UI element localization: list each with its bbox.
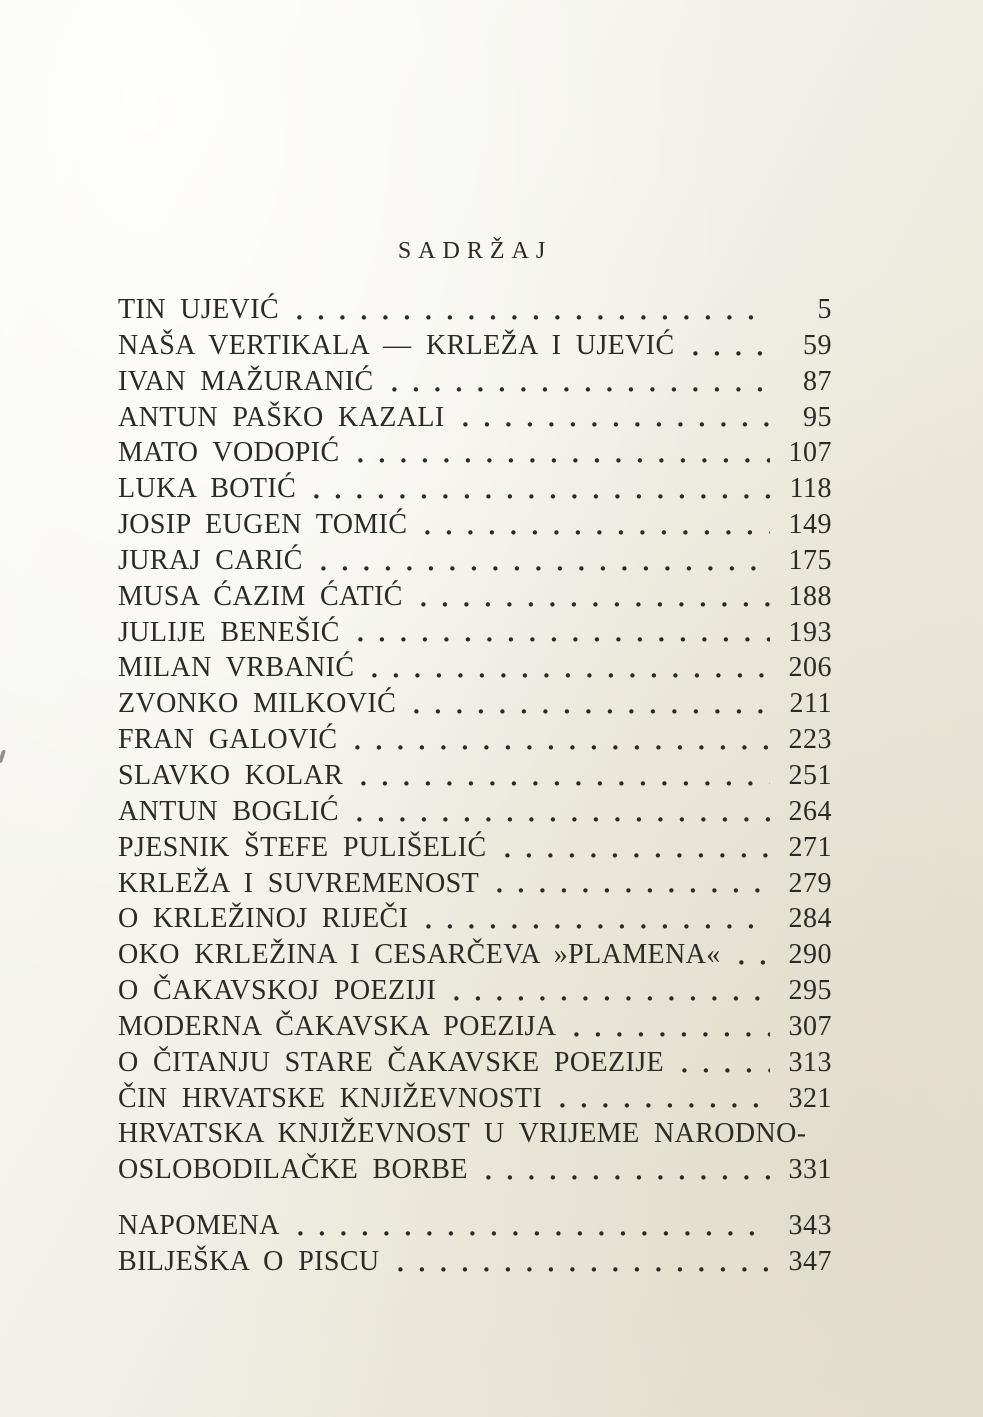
toc-entry [118, 686, 832, 722]
toc-entry-label: ČIN HRVATSKE KNJIŽEVNOSTI [118, 1082, 543, 1114]
dot-leader [421, 507, 770, 543]
toc-entry-page-number: 5 [817, 294, 832, 325]
dot-leader [422, 901, 770, 937]
toc-entry-label: O ČAKAVSKOJ POEZIJI [118, 975, 437, 1007]
toc-entry-page-number: 279 [788, 867, 832, 899]
toc-entry [118, 758, 832, 794]
dot-leader [689, 328, 770, 364]
toc-entry [118, 1081, 832, 1117]
toc-entry-label: ANTUN BOGLIĆ [118, 795, 340, 827]
toc-entry [118, 1208, 832, 1244]
toc-entry-page-number: 321 [788, 1082, 832, 1114]
dot-leader [354, 435, 770, 471]
toc-entry [118, 901, 832, 937]
toc-entry-page-number: 290 [788, 939, 832, 971]
dot-leader [388, 364, 770, 400]
dot-leader [450, 973, 770, 1009]
toc-entry-label: MODERNA ČAKAVSKA POEZIJA [118, 1010, 557, 1042]
toc-entry [118, 471, 832, 507]
dot-leader [417, 579, 770, 615]
toc-entry [118, 937, 832, 973]
toc-entry [118, 1116, 832, 1152]
toc-entry [118, 328, 832, 364]
toc-entry [118, 400, 832, 436]
toc-entry-label: OSLOBODILAČKE BORBE [118, 1154, 468, 1186]
dot-leader [353, 794, 770, 830]
toc-entry-page-number: 175 [788, 544, 832, 576]
toc-entry-label: FRAN GALOVIĆ [118, 724, 338, 756]
toc-entry [118, 722, 832, 758]
toc-entry-label: NAPOMENA [118, 1210, 280, 1242]
dot-leader [294, 1208, 770, 1244]
toc-entry [118, 579, 832, 615]
toc-entry [118, 1009, 832, 1045]
toc-entry [118, 543, 832, 579]
toc-entry-page-number: 211 [789, 688, 832, 720]
scan-artifact [0, 750, 6, 763]
dot-leader [410, 686, 770, 722]
dot-leader [556, 1081, 770, 1117]
toc-entry-page-number: 87 [803, 365, 832, 397]
toc-entry-label: LUKA BOTIĆ [118, 473, 297, 505]
toc-entry-page-number: 193 [788, 616, 832, 648]
toc-entry-page-number: 251 [788, 759, 832, 791]
toc-entry-page-number: 118 [789, 473, 832, 505]
toc-entry [118, 1045, 832, 1081]
dot-leader [351, 722, 770, 758]
toc-entry-page-number: 223 [788, 724, 832, 756]
dot-leader [493, 866, 770, 902]
toc-entry [118, 1152, 832, 1188]
toc-entry-page-number: 149 [788, 509, 832, 541]
toc-entry-label: ANTUN PAŠKO KAZALI [118, 401, 445, 433]
toc-entry-label: TIN UJEVIĆ [118, 294, 280, 325]
toc-entry-label: KRLEŽA I SUVREMENOST [118, 867, 480, 899]
dot-leader [394, 1244, 770, 1280]
toc-entry [118, 1244, 832, 1280]
toc-entry-label: JOSIP EUGEN TOMIĆ [118, 509, 408, 541]
dot-leader [317, 543, 770, 579]
toc-entry-label: JULIJE BENEŠIĆ [118, 616, 340, 648]
dot-leader [678, 1045, 770, 1081]
toc-entry [118, 615, 832, 651]
toc-entry-page-number: 307 [788, 1010, 832, 1042]
dot-leader [293, 292, 770, 328]
toc-entry [118, 292, 832, 328]
toc-list [118, 292, 832, 1188]
page-title: SADRŽAJ [397, 238, 553, 264]
dot-leader [357, 758, 770, 794]
dot-leader [368, 650, 770, 686]
toc-entry-page-number: 295 [788, 975, 832, 1007]
dot-leader [482, 1152, 770, 1188]
toc-entry [118, 364, 832, 400]
toc-entry-label: ZVONKO MILKOVIĆ [118, 688, 397, 720]
toc-entry-label: O KRLEŽINOJ RIJEČI [118, 903, 409, 935]
toc-entry-page-number: 347 [788, 1245, 832, 1277]
dot-leader [354, 615, 770, 651]
toc-entry [118, 650, 832, 686]
toc-entry-page-number: 343 [788, 1210, 832, 1242]
toc-entry-label: SLAVKO KOLAR [118, 759, 344, 791]
toc-entry [118, 507, 832, 543]
toc-entry-label: NAŠA VERTIKALA — KRLEŽA I UJEVIĆ [118, 329, 675, 361]
toc-entry [118, 866, 832, 902]
toc-entry-page-number: 331 [788, 1154, 832, 1186]
dot-leader [735, 937, 770, 973]
toc-entry-page-number: 188 [788, 580, 832, 612]
toc-entry-page-number: 313 [788, 1046, 832, 1078]
toc-entry [118, 435, 832, 471]
toc-entry-label: MATO VODOPIĆ [118, 437, 340, 469]
toc-entry [118, 830, 832, 866]
toc-entry [118, 794, 832, 830]
toc-entry-label: MUSA ĆAZIM ĆATIĆ [118, 580, 403, 612]
toc-entry-label: JURAJ CARIĆ [118, 544, 303, 576]
dot-leader [570, 1009, 770, 1045]
toc-entry-page-number: 271 [788, 831, 832, 863]
toc-entry-label: IVAN MAŽURANIĆ [118, 365, 374, 397]
toc-entry-label: MILAN VRBANIĆ [118, 652, 355, 684]
toc-entry-page-number: 59 [803, 329, 832, 361]
dot-leader [459, 400, 770, 436]
toc-entry-page-number: 284 [788, 903, 832, 935]
toc-entry [118, 973, 832, 1009]
toc-entry-page-number: 206 [788, 652, 832, 684]
dot-leader [501, 830, 770, 866]
toc-entry-page-number: 107 [788, 437, 832, 469]
toc-entry-label: BILJEŠKA O PISCU [118, 1245, 380, 1277]
toc-entry-label: PJESNIK ŠTEFE PULIŠELIĆ [118, 831, 487, 863]
toc-entry-label: OKO KRLEŽINA I CESARČEVA »PLAMENA« [118, 939, 721, 971]
toc-entry-label: HRVATSKA KNJIŽEVNOST U VRIJEME NARODNO- [118, 1118, 807, 1150]
toc-entry-page-number: 95 [803, 401, 832, 433]
dot-leader [310, 471, 770, 507]
toc-footer-list [118, 1208, 832, 1280]
toc-entry-label: O ČITANJU STARE ČAKAVSKE POEZIJE [118, 1046, 665, 1078]
toc-entry-page-number: 264 [788, 795, 832, 827]
